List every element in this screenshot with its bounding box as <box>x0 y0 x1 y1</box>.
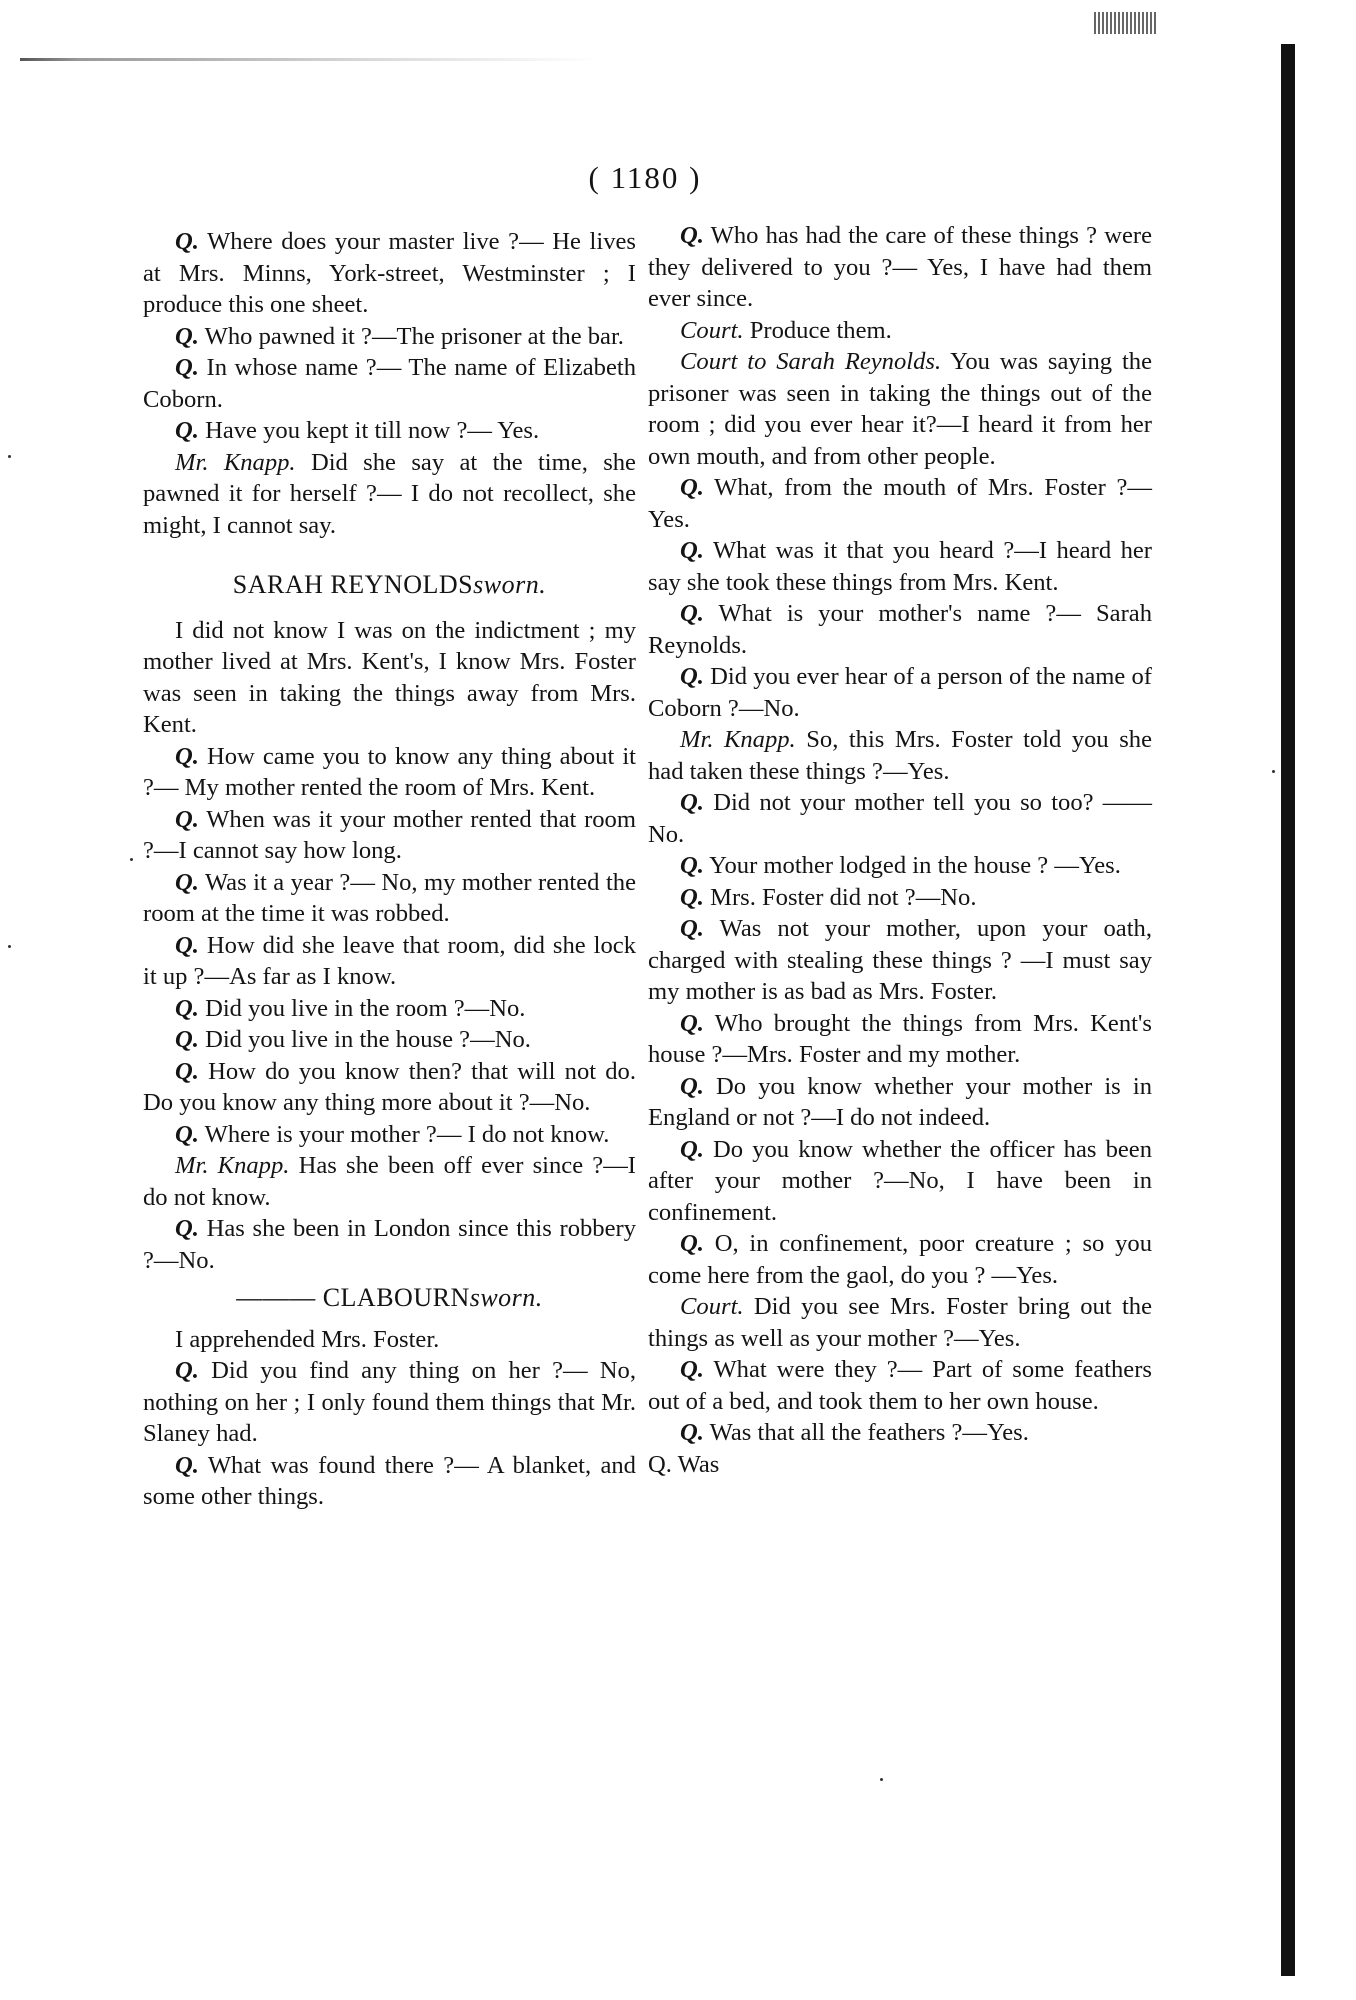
paragraph-text: Did she say at the time, she pawned it for herself ?— I do not recollect, she might, I cannot say. <box>143 448 636 539</box>
question-marker: Q. <box>680 600 704 627</box>
scan-speck <box>8 455 11 458</box>
question-paragraph <box>648 787 1152 850</box>
sworn-label: sworn. <box>473 570 547 599</box>
paragraph-text: Who brought the things from Mrs. Kent's house ?—Mrs. Foster and my mother. <box>648 1009 1152 1068</box>
right-column <box>648 220 1152 1480</box>
paragraph-text: Did you live in the room ?—No. <box>205 994 526 1022</box>
paragraph-text: How came you to know any thing about it ?— My mother rented the room of Mrs. Kent. <box>143 742 636 801</box>
question-paragraph <box>143 741 636 804</box>
question-paragraph <box>648 1228 1152 1291</box>
paragraph-text: What was it that you heard ?—I heard her say she took these things from Mrs. Kent. <box>648 537 1152 596</box>
paragraph-text: In whose name ?— The name of Elizabeth Coborn. <box>143 354 636 413</box>
witness-name: SARAH REYNOLDS <box>232 570 474 599</box>
paragraph-text: Was that all the feathers ?—Yes. <box>709 1419 1029 1446</box>
scan-speck <box>8 945 11 948</box>
question-paragraph <box>143 867 636 930</box>
witness-heading <box>143 1282 636 1314</box>
paragraph-text: How do you know then? that will not do. Do you know any thing more about it ?—No. <box>143 1057 636 1116</box>
paragraph-text: What, from the mouth of Mrs. Foster ?—Yes. <box>648 474 1152 533</box>
question-marker: Q. <box>175 417 199 444</box>
paragraph-text: So, this Mrs. Foster told you she had taken these things ?—Yes. <box>648 726 1153 785</box>
speaker-label: Court to Sarah Reynolds. <box>680 348 942 375</box>
question-marker: Q. <box>680 1230 704 1257</box>
question-paragraph <box>648 1071 1152 1134</box>
speaker-label: Mr. Knapp. <box>175 448 296 476</box>
paragraph-text: I apprehended Mrs. Foster. <box>175 1325 440 1353</box>
question-marker: Q. <box>680 1419 704 1446</box>
question-paragraph <box>648 882 1152 914</box>
paragraph-text: Has she been in London since this robbery ?—No. <box>143 1215 636 1274</box>
paragraph-text: What is your mother's name ?— Sarah Reynolds. <box>648 600 1152 659</box>
question-marker: Q. <box>175 322 199 350</box>
question-marker: Q. <box>680 1009 704 1037</box>
testimony-paragraph <box>143 615 636 741</box>
paragraph-text: When was it your mother rented that room ?—I cannot say how long. <box>143 805 636 864</box>
paragraph-text: Where does your master live ?— He lives at Mrs. Minns, York-street, Westminster ; I produce this one sheet. <box>143 228 636 318</box>
witness-heading <box>143 569 636 601</box>
question-paragraph <box>648 1354 1152 1417</box>
paragraph-text: What were they ?— Part of some feathers out of a bed, and took them to her own house. <box>648 1356 1152 1415</box>
speaker-label: Mr. Knapp. <box>175 1152 290 1179</box>
scan-smudge <box>20 58 600 61</box>
paragraph-text: Was not your mother, upon your oath, charged with stealing these things ? —I must say my mother is as bad as Mrs. Foster. <box>648 915 1152 1005</box>
paragraph-text: Who has had the care of these things ? were they delivered to you ?— Yes, I have had them ever since. <box>648 222 1152 312</box>
question-paragraph <box>648 598 1152 661</box>
paragraph-text: Do you know whether your mother is in England or not ?—I do not indeed. <box>648 1072 1152 1131</box>
question-marker: Q. <box>680 1072 704 1100</box>
question-paragraph <box>143 415 636 447</box>
question-paragraph <box>143 1024 636 1056</box>
question-marker: Q. <box>680 663 704 690</box>
speaker-paragraph <box>143 1150 636 1213</box>
question-paragraph <box>143 226 636 321</box>
question-paragraph <box>143 352 636 415</box>
question-marker: Q. <box>680 1356 704 1383</box>
left-column <box>143 226 636 1513</box>
speaker-paragraph <box>648 346 1152 472</box>
sworn-label: sworn. <box>469 1283 543 1312</box>
paragraph-text: Was it a year ?— No, my mother rented the room at the time it was robbed. <box>143 868 636 927</box>
question-marker: Q. <box>175 1357 199 1384</box>
question-marker: Q. <box>175 1120 199 1148</box>
question-paragraph <box>143 993 636 1025</box>
paragraph-text: Did you see Mrs. Foster bring out the things as well as your mother ?—Yes. <box>648 1293 1152 1352</box>
corner-stamp-mark <box>1094 12 1156 34</box>
question-paragraph <box>648 1134 1152 1229</box>
paragraph-text: Has she been off ever since ?—I do not know. <box>143 1152 637 1211</box>
scan-edge-shadow <box>1281 44 1295 1976</box>
question-marker: Q. <box>680 1135 704 1163</box>
question-marker: Q. <box>175 805 199 833</box>
question-marker: Q. <box>175 1451 199 1479</box>
question-marker: Q. <box>175 228 199 255</box>
question-paragraph <box>648 472 1152 535</box>
question-paragraph <box>648 850 1152 882</box>
question-paragraph <box>143 1213 636 1276</box>
question-marker: Q. <box>175 868 199 896</box>
witness-name: ——— CLABOURN <box>236 1283 470 1312</box>
paragraph-text: How did she leave that room, did she lock it up ?—As far as I know. <box>143 931 636 990</box>
paragraph-text: Who pawned it ?—The prisoner at the bar. <box>204 322 624 350</box>
paragraph-text: Produce them. <box>749 316 892 344</box>
question-marker: Q. <box>680 474 704 501</box>
speaker-label: Court. <box>680 316 744 344</box>
speaker-paragraph <box>143 447 636 542</box>
question-paragraph <box>648 661 1152 724</box>
question-paragraph <box>648 1417 1152 1449</box>
question-paragraph <box>648 220 1152 315</box>
question-marker: Q. <box>680 852 704 879</box>
question-paragraph <box>143 321 636 353</box>
question-marker: Q. <box>175 1057 199 1085</box>
speaker-label: Mr. Knapp. <box>680 726 796 753</box>
question-marker: Q. <box>175 1215 199 1242</box>
question-paragraph <box>648 1008 1152 1071</box>
scan-speck <box>880 1778 883 1781</box>
question-paragraph <box>143 804 636 867</box>
question-marker: Q. <box>175 931 199 959</box>
paragraph-text: O, in confinement, poor creature ; so you come here from the gaol, do you ? —Yes. <box>648 1230 1152 1289</box>
scan-speck <box>130 858 133 861</box>
paragraph-text: What was found there ?— A blanket, and some other things. <box>143 1451 636 1510</box>
question-marker: Q. <box>680 789 704 816</box>
question-marker: Q. <box>680 883 704 911</box>
question-marker: Q. <box>680 222 704 249</box>
paragraph-text: Did you ever hear of a person of the name of Coborn ?—No. <box>648 663 1152 722</box>
question-marker: Q. <box>175 994 199 1022</box>
question-paragraph <box>648 535 1152 598</box>
question-marker: Q. <box>680 537 704 564</box>
question-marker: Q. <box>680 915 704 942</box>
speaker-paragraph <box>648 1291 1152 1354</box>
paragraph-text: You was saying the prisoner was seen in taking the things out of the room ; did you ever hear it?—I heard it from her own mouth, and from other people. <box>648 348 1152 470</box>
testimony-paragraph <box>143 1324 636 1356</box>
question-paragraph <box>648 913 1152 1008</box>
speaker-paragraph <box>648 315 1152 347</box>
speaker-label: Court. <box>680 1293 744 1320</box>
paragraph-text: I did not know I was on the indictment ; my mother lived at Mrs. Kent's, I know Mrs. Foster was seen in taking the things away from Mrs. Kent. <box>143 616 636 738</box>
question-marker: Q. <box>175 1026 199 1053</box>
paragraph-text: Have you kept it till now ?— Yes. <box>205 417 540 444</box>
question-paragraph <box>143 1056 636 1119</box>
question-marker: Q. <box>175 354 199 381</box>
question-paragraph <box>143 930 636 993</box>
paragraph-text: Did you live in the house ?—No. <box>205 1026 531 1053</box>
paragraph-text: Your mother lodged in the house ? —Yes. <box>709 852 1121 879</box>
paragraph-text: Did you find any thing on her ?— No, nothing on her ; I only found them things that Mr. Slaney had. <box>143 1357 636 1447</box>
paragraph-text: Where is your mother ?— I do not know. <box>204 1120 610 1148</box>
paragraph-text: Did not your mother tell you so too? ——No. <box>648 789 1152 848</box>
page-number: ( 1180 ) <box>588 160 702 195</box>
catchword: Q. Was <box>648 1450 720 1478</box>
paragraph-text: Mrs. Foster did not ?—No. <box>710 883 977 911</box>
question-paragraph <box>143 1450 636 1513</box>
question-paragraph <box>143 1355 636 1450</box>
scan-speck <box>1272 770 1275 773</box>
question-marker: Q. <box>175 742 199 770</box>
paragraph-text: Do you know whether the officer has been after your mother ?—No, I have been in confinement. <box>648 1135 1152 1226</box>
speaker-paragraph <box>648 724 1152 787</box>
question-paragraph <box>143 1119 636 1151</box>
